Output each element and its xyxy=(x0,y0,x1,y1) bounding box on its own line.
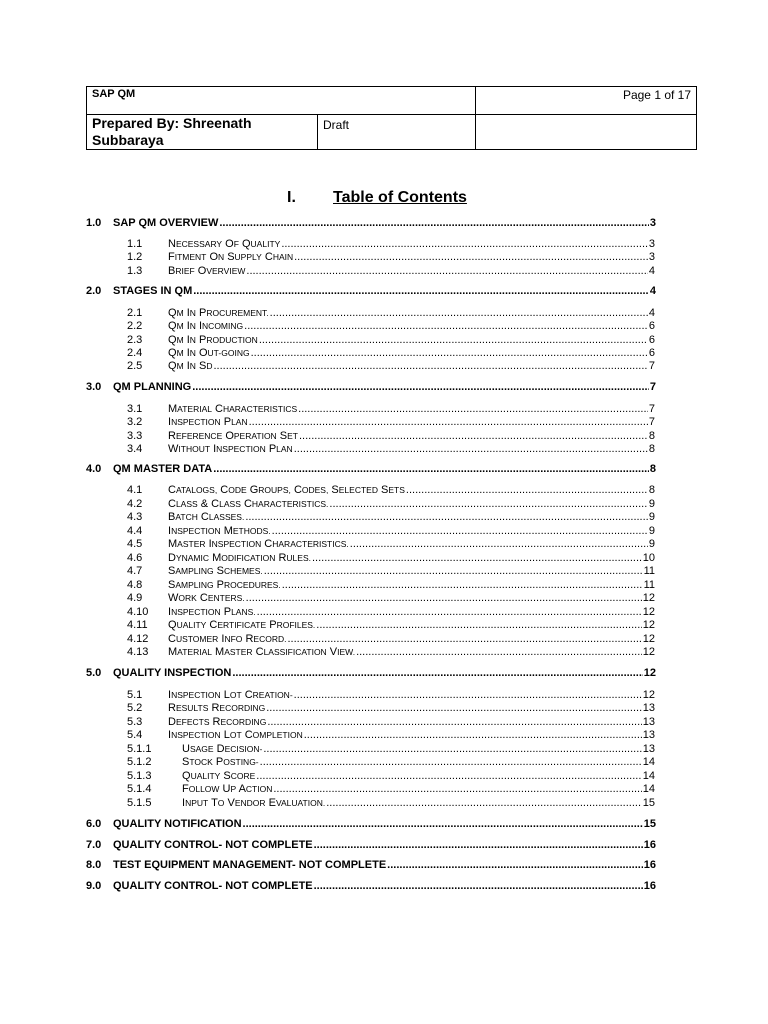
toc-subsection-entry[interactable] xyxy=(127,359,655,373)
toc-entry-title: QM IN PRODUCTION xyxy=(168,334,258,346)
toc-dot-leader xyxy=(251,346,648,360)
toc-entry-page: 6 xyxy=(648,334,655,346)
prepared-by: Prepared By: Shreenath Subbaraya xyxy=(92,115,252,148)
toc-heading xyxy=(0,189,768,209)
toc-entry-title: CUSTOMER INFO RECORD. xyxy=(168,633,287,645)
toc-subsection-entry[interactable] xyxy=(127,429,655,443)
toc-entry-number: 5.3 xyxy=(127,716,143,728)
toc-dot-leader xyxy=(263,742,641,756)
toc-entry-page: 16 xyxy=(643,839,656,851)
toc-entry-page: 3 xyxy=(648,251,655,263)
toc-entry-title: USAGE DECISION- xyxy=(182,743,263,755)
toc-entry-title: QM IN OUT-GOING xyxy=(168,347,250,359)
toc-entry-title: STOCK POSTING- xyxy=(182,756,259,768)
toc-dot-leader xyxy=(256,769,641,783)
toc-subsection-entry[interactable] xyxy=(127,442,655,456)
toc-subsection-entry[interactable] xyxy=(127,264,655,278)
toc-entry-page: 12 xyxy=(642,606,655,618)
toc-entry-title: NECESSARY OF QUALITY xyxy=(168,238,281,250)
toc-entry-number: 2.0 xyxy=(86,285,102,297)
toc-entry-page: 9 xyxy=(648,511,655,523)
toc-entry-number: 4.3 xyxy=(127,511,143,523)
toc-entry-page: 15 xyxy=(642,797,655,809)
toc-entry-title: SAMPLING SCHEMES. xyxy=(168,565,263,577)
toc-entry-title: RESULTS RECORDING xyxy=(168,702,266,714)
toc-entry-page: 9 xyxy=(648,525,655,537)
toc-entry-title: QM PLANNING xyxy=(113,381,192,393)
toc-entry-title: INSPECTION LOT COMPLETION xyxy=(168,729,303,741)
empty-cell xyxy=(476,115,697,150)
toc-subsection-entry[interactable] xyxy=(127,742,655,756)
toc-entry-number: 5.1.4 xyxy=(127,783,152,795)
toc-section-entry[interactable] xyxy=(86,284,656,298)
toc-entry-number: 3.1 xyxy=(127,403,143,415)
toc-entry-title: DYNAMIC MODIFICATION RULES. xyxy=(168,552,311,564)
toc-entry-number: 5.1.5 xyxy=(127,797,152,809)
toc-dot-leader xyxy=(244,319,648,333)
toc-entry-title: MATERIAL MASTER CLASSIFICATION VIEW. xyxy=(168,646,356,658)
page-cell xyxy=(476,87,697,115)
toc-entry-title: INSPECTION PLAN xyxy=(168,416,248,428)
toc-dot-leader xyxy=(387,858,643,872)
toc-entry-page: 3 xyxy=(649,217,656,229)
toc-entry-page: 7 xyxy=(648,416,655,428)
toc-entry-title: MASTER INSPECTION CHARACTERISTICS. xyxy=(168,538,349,550)
toc-entry-title: INSPECTION METHODS. xyxy=(168,525,271,537)
toc-dot-leader xyxy=(312,551,642,565)
toc-entry-title: REFERENCE OPERATION SET xyxy=(168,430,298,442)
toc-entry-title: QM IN SD xyxy=(168,360,213,372)
toc-entry-page: 13 xyxy=(642,729,655,741)
toc-entry-number: 5.0 xyxy=(86,667,102,679)
toc-subsection-entry[interactable] xyxy=(127,605,655,619)
toc-entry-title: QUALITY SCORE xyxy=(182,770,256,782)
toc-entry-number: 7.0 xyxy=(86,839,102,851)
toc-entry-number: 2.4 xyxy=(127,347,143,359)
toc-entry-page: 7 xyxy=(649,381,656,393)
toc-entry-number: 5.1 xyxy=(127,689,143,701)
toc-entry-number: 5.1.1 xyxy=(127,743,152,755)
toc-entry-page: 12 xyxy=(643,667,656,679)
toc-entry-page: 9 xyxy=(648,498,655,510)
header-row-2 xyxy=(87,115,697,150)
toc-subsection-entry[interactable] xyxy=(127,319,655,333)
toc-subsection-entry[interactable] xyxy=(127,755,655,769)
toc-entry-number: 4.5 xyxy=(127,538,143,550)
toc-entry-page: 11 xyxy=(643,579,655,591)
toc-entry-title: BRIEF OVERVIEW xyxy=(168,265,246,277)
toc-dot-leader xyxy=(270,306,648,320)
toc-entry-number: 2.2 xyxy=(127,320,143,332)
toc-dot-leader xyxy=(267,715,641,729)
toc-entry-page: 12 xyxy=(642,646,655,658)
toc-dot-leader xyxy=(316,618,641,632)
toc-dot-leader xyxy=(350,537,648,551)
toc-dot-leader xyxy=(245,510,648,524)
toc-dot-leader xyxy=(213,359,647,373)
toc-dot-leader xyxy=(281,237,648,251)
toc-dot-leader xyxy=(193,284,649,298)
toc-subsection-entry[interactable] xyxy=(127,782,655,796)
toc-entry-title: QUALITY CONTROL- NOT COMPLETE xyxy=(113,839,313,851)
toc-entry-number: 2.5 xyxy=(127,360,143,372)
toc-entry-page: 13 xyxy=(642,716,655,728)
toc-subsection-entry[interactable] xyxy=(127,688,655,702)
toc-dot-leader xyxy=(329,497,647,511)
toc-entry-title: QUALITY CONTROL- NOT COMPLETE xyxy=(113,880,313,892)
toc-entry-title: INSPECTION LOT CREATION- xyxy=(168,689,293,701)
toc-dot-leader xyxy=(264,564,643,578)
toc-dot-leader xyxy=(304,728,642,742)
toc-subsection-entry[interactable] xyxy=(127,483,655,497)
toc-entry-page: 8 xyxy=(648,443,655,455)
toc-entry-page: 10 xyxy=(642,552,655,564)
toc-entry-page: 15 xyxy=(643,818,656,830)
toc-dot-leader xyxy=(219,216,649,230)
toc-entry-page: 4 xyxy=(648,265,655,277)
toc-dot-leader xyxy=(243,817,643,831)
toc-entry-page: 14 xyxy=(642,770,655,782)
toc-entry-title: WITHOUT INSPECTION PLAN xyxy=(168,443,293,455)
toc-subsection-entry[interactable] xyxy=(127,796,655,810)
toc-entry-title: QUALITY CERTIFICATE PROFILES. xyxy=(168,619,316,631)
toc-entry-number: 4.8 xyxy=(127,579,143,591)
toc-subsection-entry[interactable] xyxy=(127,618,655,632)
toc-dot-leader xyxy=(259,333,648,347)
page-number: Page 1 of 17 xyxy=(622,88,692,102)
toc-dot-leader xyxy=(298,402,648,416)
toc-entry-page: 16 xyxy=(643,859,656,871)
toc-section-entry[interactable] xyxy=(86,879,656,893)
toc-heading-number: I. xyxy=(287,189,296,206)
toc-section-entry[interactable] xyxy=(86,462,656,476)
toc-subsection-entry[interactable] xyxy=(127,346,655,360)
toc-dot-leader xyxy=(294,688,642,702)
toc-dot-leader xyxy=(260,755,642,769)
toc-entry-title: WORK CENTERS. xyxy=(168,592,245,604)
toc-entry-number: 5.4 xyxy=(127,729,143,741)
toc-entry-page: 4 xyxy=(648,307,655,319)
toc-subsection-entry[interactable] xyxy=(127,402,655,416)
toc-entry-number: 4.10 xyxy=(127,606,149,618)
toc-subsection-entry[interactable] xyxy=(127,591,655,605)
toc-entry-title: DEFECTS RECORDING xyxy=(168,716,267,728)
toc-entry-title: MATERIAL CHARACTERISTICS xyxy=(168,403,298,415)
toc-subsection-entry[interactable] xyxy=(127,645,655,659)
toc-entry-title: CLASS & CLASS CHARACTERISTICS. xyxy=(168,498,329,510)
toc-entry-number: 3.2 xyxy=(127,416,143,428)
toc-entry-page: 7 xyxy=(648,360,655,372)
toc-entry-title: SAP QM OVERVIEW xyxy=(113,217,219,229)
toc-entry-number: 4.12 xyxy=(127,633,149,645)
toc-subsection-entry[interactable] xyxy=(127,250,655,264)
toc-entry-page: 14 xyxy=(642,756,655,768)
toc-subsection-entry[interactable] xyxy=(127,497,655,511)
toc-entry-page: 4 xyxy=(649,285,656,297)
toc-subsection-entry[interactable] xyxy=(127,306,655,320)
toc-entry-title: QM MASTER DATA xyxy=(113,463,213,475)
toc-subsection-entry[interactable] xyxy=(127,333,655,347)
toc-entry-title: QM IN INCOMING xyxy=(168,320,244,332)
toc-entry-number: 5.2 xyxy=(127,702,143,714)
header-row-1 xyxy=(87,87,697,115)
toc-entry-page: 13 xyxy=(642,743,655,755)
toc-subsection-entry[interactable] xyxy=(127,237,655,251)
toc-entry-number: 1.0 xyxy=(86,217,102,229)
toc-entry-number: 3.3 xyxy=(127,430,143,442)
toc-dot-leader xyxy=(232,666,642,680)
toc-entry-number: 6.0 xyxy=(86,818,102,830)
toc-entry-number: 8.0 xyxy=(86,859,102,871)
toc-entry-page: 9 xyxy=(648,538,655,550)
toc-dot-leader xyxy=(273,782,641,796)
toc-entry-title: QM IN PROCUREMENT. xyxy=(168,307,269,319)
toc-section-entry[interactable] xyxy=(86,380,656,394)
toc-entry-page: 8 xyxy=(649,463,656,475)
toc-entry-number: 4.4 xyxy=(127,525,143,537)
toc-entry-page: 7 xyxy=(648,403,655,415)
toc-section-entry[interactable] xyxy=(86,858,656,872)
toc-entry-title: CATALOGS, CODE GROUPS, CODES, SELECTED SETS xyxy=(168,484,405,496)
toc-entry-number: 4.11 xyxy=(127,619,148,631)
toc-dot-leader xyxy=(272,524,648,538)
toc-dot-leader xyxy=(314,838,643,852)
doc-label: SAP QM xyxy=(92,88,136,100)
toc-subsection-entry[interactable] xyxy=(127,632,655,646)
toc-dot-leader xyxy=(192,380,649,394)
toc-dot-leader xyxy=(246,264,647,278)
toc-dot-leader xyxy=(314,879,643,893)
toc-entry-number: 3.0 xyxy=(86,381,102,393)
toc-subsection-entry[interactable] xyxy=(127,769,655,783)
toc-entry-page: 12 xyxy=(642,689,655,701)
toc-subsection-entry[interactable] xyxy=(127,564,655,578)
document-header-table xyxy=(86,86,697,150)
toc-entry-number: 4.9 xyxy=(127,592,143,604)
toc-subsection-entry[interactable] xyxy=(127,551,655,565)
toc-dot-leader xyxy=(294,250,648,264)
status-text: Draft xyxy=(323,118,350,132)
toc-section-entry[interactable] xyxy=(86,817,656,831)
prepared-by-cell xyxy=(87,115,318,150)
toc-subsection-entry[interactable] xyxy=(127,537,655,551)
toc-dot-leader xyxy=(282,578,643,592)
toc-dot-leader xyxy=(287,632,641,646)
toc-entry-title: INSPECTION PLANS. xyxy=(168,606,256,618)
toc-entry-page: 8 xyxy=(648,484,655,496)
toc-subsection-entry[interactable] xyxy=(127,510,655,524)
toc-subsection-entry[interactable] xyxy=(127,415,655,429)
toc-entry-title: FITMENT ON SUPPLY CHAIN xyxy=(168,251,294,263)
toc-entry-title: SAMPLING PROCEDURES. xyxy=(168,579,281,591)
toc-entry-number: 5.1.3 xyxy=(127,770,152,782)
toc-entry-number: 1.1 xyxy=(127,238,143,250)
toc-entry-number: 2.1 xyxy=(127,307,143,319)
toc-entry-number: 4.1 xyxy=(127,484,143,496)
toc-heading-title: Table of Contents xyxy=(333,189,467,206)
toc-entry-page: 12 xyxy=(642,633,655,645)
toc-dot-leader xyxy=(249,415,648,429)
toc-entry-page: 12 xyxy=(642,592,655,604)
toc-dot-leader xyxy=(266,701,642,715)
status-cell xyxy=(318,115,476,150)
toc-entry-number: 3.4 xyxy=(127,443,143,455)
toc-entry-page: 8 xyxy=(648,430,655,442)
toc-subsection-entry[interactable] xyxy=(127,524,655,538)
toc-subsection-entry[interactable] xyxy=(127,715,655,729)
toc-entry-page: 6 xyxy=(648,320,655,332)
toc-entry-number: 1.3 xyxy=(127,265,143,277)
toc-entry-page: 6 xyxy=(648,347,655,359)
toc-entry-number: 4.0 xyxy=(86,463,102,475)
toc-section-entry[interactable] xyxy=(86,216,656,230)
toc-entry-title: STAGES IN QM xyxy=(113,285,193,297)
toc-dot-leader xyxy=(246,591,642,605)
toc-entry-number: 2.3 xyxy=(127,334,143,346)
toc-entry-page: 16 xyxy=(643,880,656,892)
toc-entry-title: QUALITY NOTIFICATION xyxy=(113,818,242,830)
toc-entry-title: BATCH CLASSES. xyxy=(168,511,245,523)
toc-entry-number: 4.13 xyxy=(127,646,149,658)
toc-entry-number: 1.2 xyxy=(127,251,143,263)
toc-entry-title: QUALITY INSPECTION xyxy=(113,667,232,679)
toc-entry-number: 9.0 xyxy=(86,880,102,892)
toc-entry-number: 5.1.2 xyxy=(127,756,152,768)
toc-entry-page: 14 xyxy=(642,783,655,795)
toc-entry-title: TEST EQUIPMENT MANAGEMENT- NOT COMPLETE xyxy=(113,859,387,871)
toc-dot-leader xyxy=(213,462,649,476)
toc-subsection-entry[interactable] xyxy=(127,578,655,592)
toc-subsection-entry[interactable] xyxy=(127,728,655,742)
toc-dot-leader xyxy=(257,605,642,619)
toc-entry-title: INPUT TO VENDOR EVALUATION. xyxy=(182,797,326,809)
toc-dot-leader xyxy=(406,483,648,497)
toc-dot-leader xyxy=(294,442,648,456)
toc-entry-page: 13 xyxy=(642,702,655,714)
toc-entry-number: 4.6 xyxy=(127,552,143,564)
toc-entry-page: 3 xyxy=(648,238,655,250)
toc-dot-leader xyxy=(326,796,642,810)
toc-entry-title: FOLLOW UP ACTION xyxy=(182,783,273,795)
toc-section-entry[interactable] xyxy=(86,838,656,852)
toc-section-entry[interactable] xyxy=(86,666,656,680)
toc-dot-leader xyxy=(356,645,642,659)
toc-dot-leader xyxy=(299,429,648,443)
toc-entry-page: 12 xyxy=(642,619,655,631)
toc-subsection-entry[interactable] xyxy=(127,701,655,715)
toc-entry-page: 11 xyxy=(643,565,655,577)
doc-label-cell xyxy=(87,87,476,115)
toc-entry-number: 4.7 xyxy=(127,565,143,577)
toc-entry-number: 4.2 xyxy=(127,498,143,510)
